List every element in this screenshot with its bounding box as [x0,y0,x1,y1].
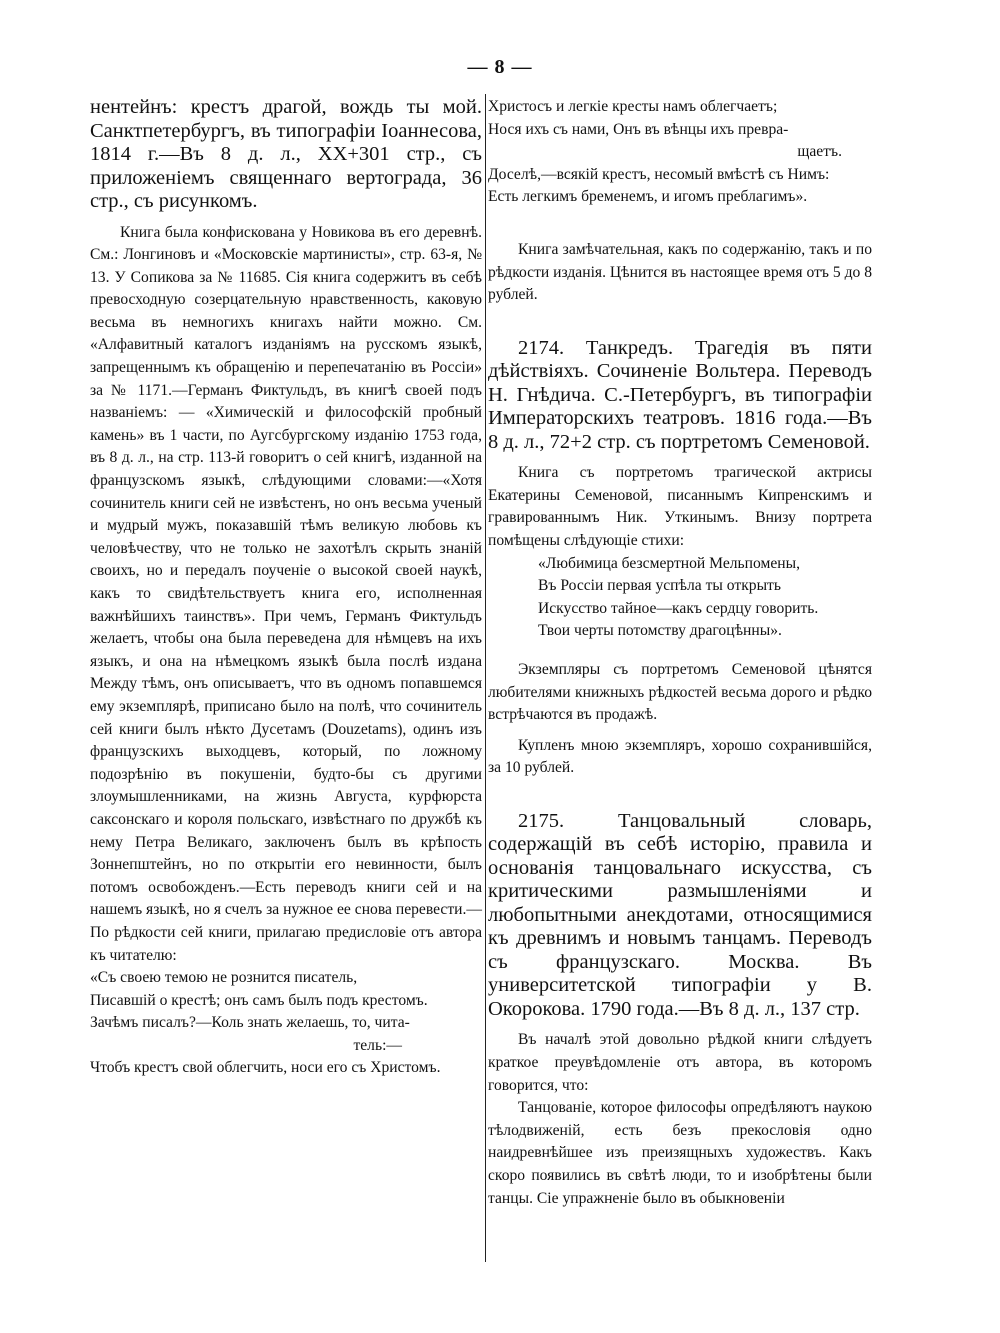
entry-continuation: нентейнъ: крестъ драгой, вождь ты мой. Санктпетербургъ, въ типографіи Іоаннесова, 1814 г.—Въ 8 д. л., XX+301 стр., съ приложеніемъ священнаго вертограда, 36 стр., съ рисункомъ. [90,96,482,212]
entry-commentary: Книга была конфискована у Новикова въ его деревнѣ. См.: Лонгиновъ и «Московскіе мартинисты», стр. 63-я, № 13. У Сопикова за № 11685. Сія книга содержитъ въ себѣ превосходную созерцательную нравственность, каковую весьма въ немногихъ книгахъ найти можно. См. «Алфавитный каталогъ изданіямъ на русскомъ языкѣ, запрещеннымъ къ обращенію и перепечатанію въ Россіи» за № 1171.—Германъ Фиктульдъ, въ книгѣ своей подъ названіемъ: — «Химическій и философскій пробный камень» въ 1 части, по Аугсбургскому изданію 1753 года, въ 8 д. л., на стр. 113-й говоритъ о сей книгѣ, изданной на французскомъ языкѣ, слѣдующими словами:—«Хотя сочинитель книги сей не извѣстенъ, но онъ весьма ученый и мудрый мужъ, показавшій тѣмъ великую любовь къ человѣчеству, что не только не захотѣлъ скрыть знаній своихъ, но и передалъ поученіе о высокой своей наукѣ, какъ то свидѣтельствуетъ книга его, исполненная важнѣйшихъ таинствъ». При чемъ, Германъ Фиктульдъ желаетъ, чтобы она была переведена для нѣмцевъ на ихъ языкъ, и она на нѣмецкомъ языкѣ была послѣ издана Между тѣмъ, онъ описываетъ, что въ одномъ попавшемся ему экземплярѣ, приписано было на полѣ, что сочинитель сей книги былъ нѣкто Дусетамъ (Douzetams), одинъ изъ французскихъ выходцевъ, который, по ложному подозрѣнію въ покушеніи, будто-бы съ другими злоумышленниками, на жизнь Августа, курфюрста саксонскаго и короля польскаго, извѣстнаго по дружбѣ къ нему Петра Великаго, заключенъ былъ въ крѣпость Зоннепштейнъ, но по открытіи его невинности, былъ потомъ освобожденъ.—Есть переводъ книги сей и на нашемъ языкѣ, но я счелъ за нужное ее снова перевести.—По рѣдкости сей книги, прилагаю предисловіе отъ автора къ читателю: [90,223,482,964]
verse-line: Искусство тайное—какъ сердцу говорить. [538,599,819,617]
verse-line: Твои черты потомству драгоцѣнны». [538,622,782,640]
verse-line: «Любимица безсмертной Мельпомены, [538,554,801,572]
verse-line: щаетъ. [797,143,842,161]
verse-line: Зачѣмъ писалъ?—Коль знать желаешь, то, чита- [90,1014,410,1032]
verse-line: Нося ихъ съ нами, Онъ въ вѣнцы ихъ превра- [488,120,789,138]
left-column [90,96,482,1080]
page-number: — 8 — [467,56,533,78]
entry-2174-value-note: Экземпляры съ портретомъ Семеновой цѣнятся любителями книжныхъ рѣдкостей весьма дорого и рѣдко встрѣчаются въ продажѣ. [488,661,872,724]
entry-2174-title: 2174. Танкредъ. Трагедія въ пяти дѣйствіяхъ. Сочиненіе Вольтера. Переводъ Н. Гнѣдича. С.-Петербургъ, въ типографіи Императорскихъ театровъ. 1816 года.—Въ 8 д. л., 72+2 стр. съ портретомъ Семеновой. [488,336,872,453]
entry-note: Книга замѣчательная, какъ по содержанію, такъ и по рѣдкости изданія. Цѣнится въ настоящее время отъ 5 до 8 рублей. [488,240,872,304]
verse-line: Писавшій о крестѣ; онъ самъ былъ подъ крестомъ. [90,991,428,1009]
right-column [488,96,872,1210]
verse-line: «Съ своею темою не рознится писатель, [90,969,358,987]
verse-line: Чтобъ крестъ свой облегчить, носи его съ Христомъ. [90,1059,441,1077]
verse-line: Есть легкимъ бременемъ, и игомъ преблагимъ». [488,188,808,206]
verse-line: Доселѣ,—всякій крестъ, несомый вмѣстѣ съ Нимъ: [488,165,830,183]
entry-2174-note: Книга съ портретомъ трагической актрисы Екатерины Семеновой, писаннымъ Кипренскимъ и гравированнымъ Ник. Уткинымъ. Внизу портрета помѣщены слѣдующіе стихи: [488,464,872,550]
verse-line: тель:— [353,1036,402,1054]
column-divider [485,94,486,1262]
verse-line: Христосъ и легкіе кресты намъ облегчаетъ; [488,98,778,115]
entry-2175-note: Въ началѣ этой довольно рѣдкой книги слѣдуетъ краткое преувѣдомленіе отъ автора, въ которомъ говорится, что: [488,1031,872,1094]
entry-2175-title: 2175. Танцовальный словарь, содержащій въ себѣ исторію, правила и основанія танцовальнаго искусства, съ критическими размышленіями и любопытными анекдотами, относящимися къ древнимъ и новымъ танцамъ. Переводъ съ французскаго. Москва. Въ университетской типографіи у В. Окорокова. 1790 года.—Въ 8 д. л., 137 стр. [488,809,872,1020]
verse-line: Въ Россіи первая успѣла ты открыть [538,577,781,595]
preface-verse-continued [488,96,872,209]
entry-2174-purchase-note: Купленъ мною экземпляръ, хорошо сохранившійся, за 10 рублей. [488,736,872,777]
preface-verse [90,967,482,1080]
entry-2175-quote: Танцованіе, которое философы опредѣляютъ наукою тѣлодвиженій, есть безъ прекословія одно наидревнѣйшее изъ преизящныхъ художествъ. Какъ скоро появились въ свѣтѣ люди, то и изобрѣтены были танцы. Сіе упражненіе было въ обыкновеніи [488,1099,872,1207]
portrait-verse [488,553,872,643]
